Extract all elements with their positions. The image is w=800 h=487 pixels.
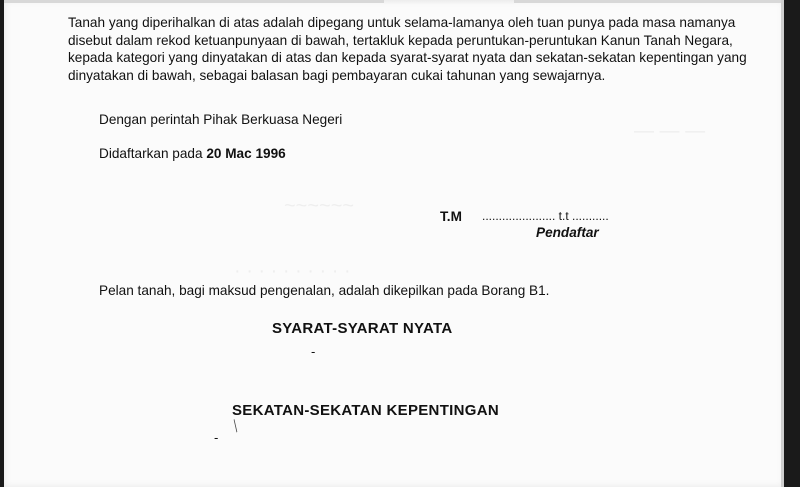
registration-label: Didaftarkan pada — [99, 146, 203, 161]
signature-dots: ...................... t.t ........... — [482, 209, 609, 223]
land-tenure-paragraph: Tanah yang diperihalkan di atas adalah dipegang untuk selama-lamanya oleh tuan punya pada masa namanya disebut dalam rekod ketuanpunyaan di bawah, tertakluk kepada peruntukan-peruntukan Kanun Tanah Negara, kepada kategori yang dinyatakan di atas dan kepada syarat-syarat nyata dan sekatan-sekatan kepentingan yang dinyatakan di bawah, sebagai balasan bagi pembayaran cukai tahunan yang sewajarnya. — [68, 15, 747, 83]
plan-note: Pelan tanah, bagi maksud pengenalan, adalah dikepilkan pada Borang B1. — [99, 283, 550, 298]
registration-date-line — [99, 146, 286, 161]
state-authority-line: Dengan perintah Pihak Berkuasa Negeri — [99, 112, 343, 127]
registrar-label: Pendaftar — [536, 225, 599, 240]
bleed-through-text: · · · · · · · · · · — [234, 260, 351, 282]
bleed-through-text: ~~~~~~ — [284, 195, 355, 217]
express-conditions-heading: SYARAT-SYARAT NYATA — [272, 320, 453, 337]
registration-month: Mac — [225, 146, 252, 161]
restrictions-value: - — [214, 430, 219, 445]
registration-year: 1996 — [255, 146, 286, 161]
tm-label: T.M — [440, 209, 462, 224]
registration-day: 20 — [206, 146, 222, 161]
header-remnant — [384, 0, 514, 4]
page-right-edge — [781, 0, 784, 487]
pen-mark-icon: ╱ — [230, 420, 242, 433]
restrictions-heading: SEKATAN-SEKATAN KEPENTINGAN — [232, 402, 499, 419]
document-page — [4, 0, 784, 487]
bleed-through-text: — — — — [634, 120, 706, 142]
express-conditions-value: - — [311, 344, 316, 359]
